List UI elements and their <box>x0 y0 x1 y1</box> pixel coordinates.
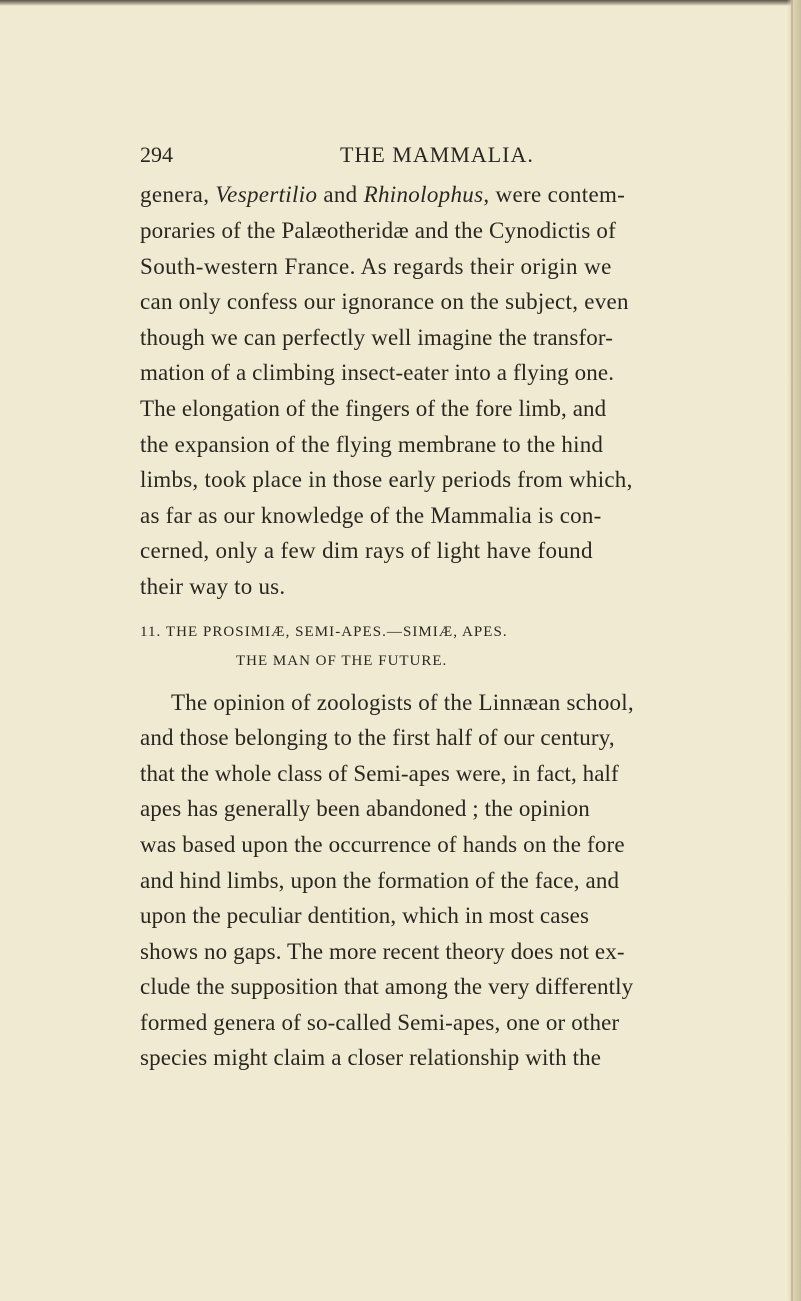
section-subheading: THE MAN OF THE FUTURE. <box>236 652 448 669</box>
line-suffix: , were contem- <box>483 182 626 207</box>
paragraph-2 <box>140 685 710 1077</box>
paragraph-1-line-2: poraries of the Palæotheridæ and the Cynodictis of <box>140 218 616 243</box>
running-title: THE MAMMALIA. <box>340 142 534 167</box>
paragraph-1-line-9: limbs, took place in those early periods from which, <box>140 467 633 493</box>
paragraph-1-line-12: their way to us. <box>140 573 286 599</box>
genus-rhinolophus: Rhinolophus <box>363 182 484 207</box>
paragraph-1-line-7: The elongation of the fingers of the fore limb, and <box>140 395 607 421</box>
section-spacer <box>140 675 710 685</box>
page-right-edge <box>787 0 801 1301</box>
paragraph-2-line-11: species might claim a closer relationship with the <box>140 1045 602 1071</box>
paragraph-1-line-6: mation of a climbing insect-eater into a flying one. <box>140 360 615 386</box>
running-head <box>140 137 710 173</box>
paragraph-1-line-3: South-western France. As regards their origin we <box>140 253 612 279</box>
section-heading <box>140 619 710 646</box>
page-top-edge <box>0 0 801 6</box>
paragraph-1-line-1 <box>140 177 710 213</box>
paragraph-2-line-4: apes has generally been abandoned ; the opinion <box>140 796 590 822</box>
paragraph-2-line-8: shows no gaps. The more recent theory does not ex- <box>140 938 625 964</box>
paragraph-1-line-5: though we can perfectly well imagine the transfor- <box>140 324 614 350</box>
paragraph-1-line-11: cerned, only a few dim rays of light have found <box>140 538 593 564</box>
page-content <box>140 137 710 1076</box>
paragraph-2-line-5: was based upon the occurrence of hands on the fore <box>140 831 625 857</box>
paragraph-2-line-7: upon the peculiar dentition, which in most cases <box>140 903 590 929</box>
paragraph-2-line-9: clude the supposition that among the very differently <box>140 974 634 1000</box>
line-prefix: genera, <box>140 182 216 207</box>
paragraph-1-line-4: can only confess our ignorance on the subject, even <box>140 289 629 315</box>
paragraph-1 <box>140 177 710 605</box>
paragraph-2-line-1: The opinion of zoologists of the Linnæan school, <box>171 689 634 715</box>
section-heading-line-1: THE PROSIMIÆ, SEMI-APES.—SIMIÆ, APES. <box>165 623 508 640</box>
paragraph-2-line-6: and hind limbs, upon the formation of the face, and <box>140 867 620 893</box>
genus-vespertilio: Vespertilio <box>215 182 318 207</box>
paragraph-2-line-3: that the whole class of Semi-apes were, in fact, half <box>140 760 619 786</box>
paragraph-2-line-2: and those belonging to the first half of our century, <box>140 725 615 751</box>
binding-shadow-line <box>791 0 793 1301</box>
paragraph-1-line-8: the expansion of the flying membrane to the hind <box>140 431 604 457</box>
paragraph-1-line-10: as far as our knowledge of the Mammalia is con- <box>140 502 602 528</box>
paragraph-2-line-10: formed genera of so-called Semi-apes, one or other <box>140 1009 620 1035</box>
page-number: 294 <box>140 142 173 167</box>
line-middle: and <box>317 182 364 207</box>
section-number: 11. <box>140 623 162 640</box>
